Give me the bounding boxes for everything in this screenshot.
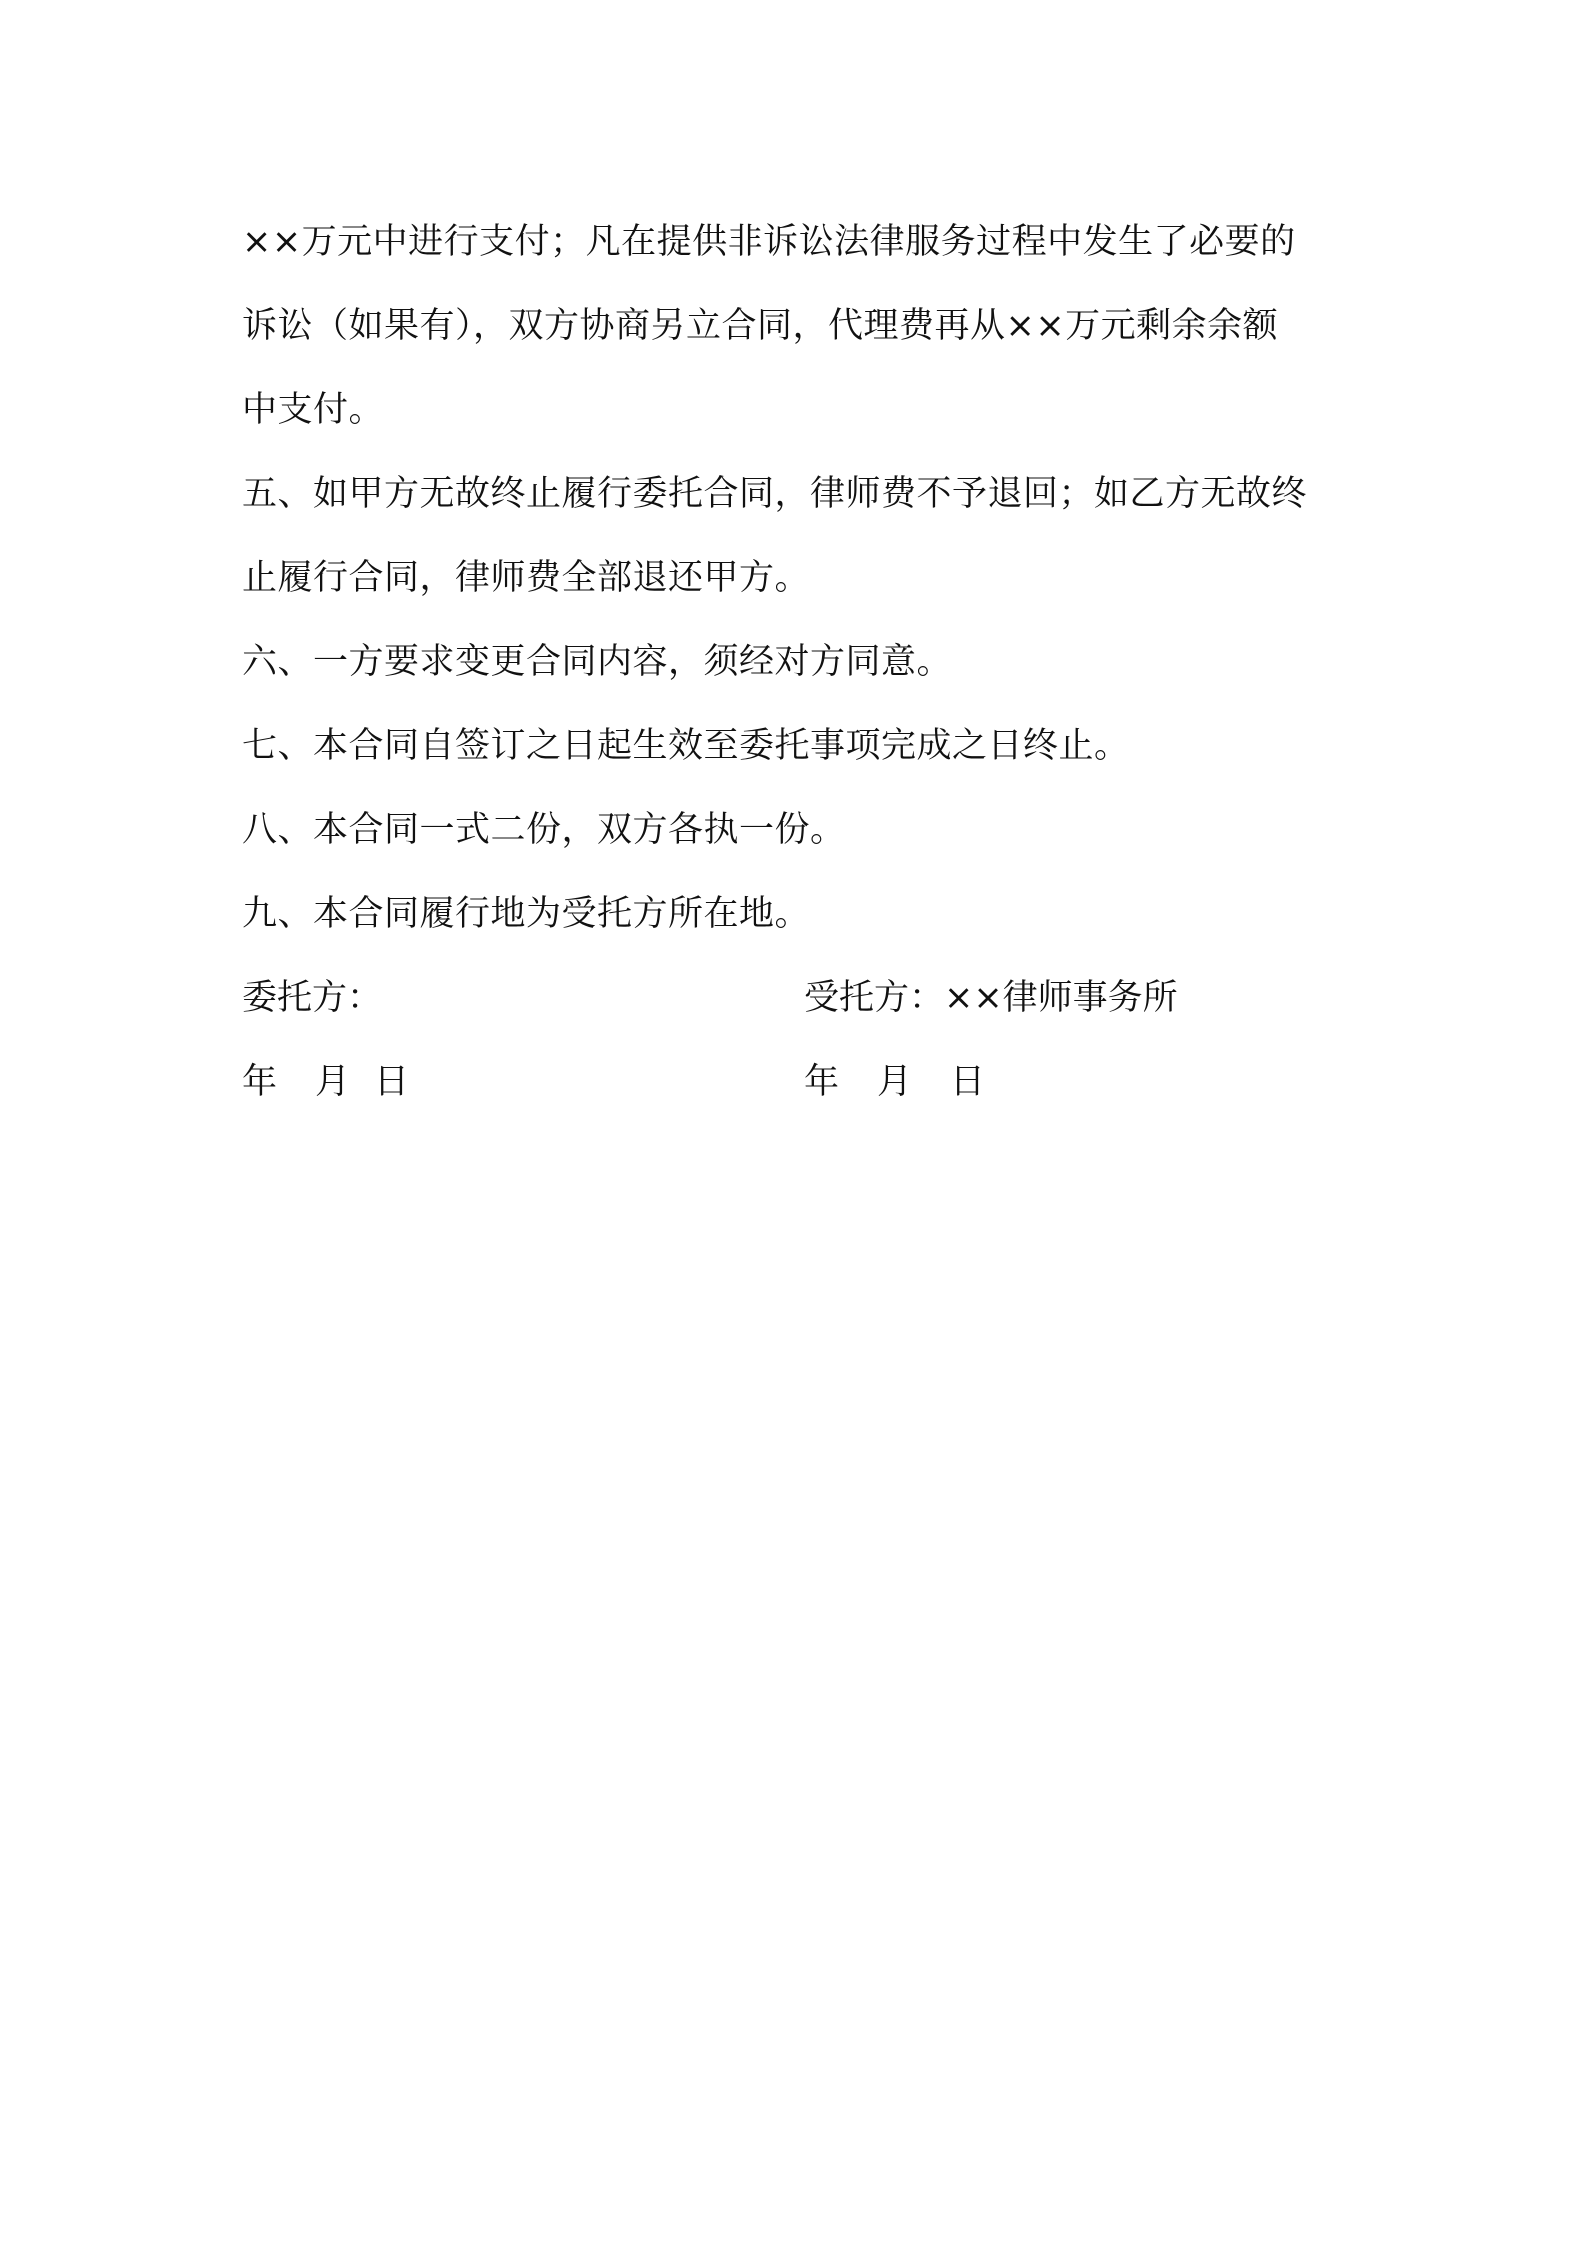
client-date-month: 月 (315, 1062, 351, 1102)
contract-line-1: ××万元中进行支付；凡在提供非诉讼法律服务过程中发生了必要的 (242, 222, 1296, 262)
client-date-year: 年 (242, 1062, 278, 1102)
signature-label-row (242, 956, 1352, 1040)
agent-date-day: 日 (950, 1062, 986, 1102)
agent-date-month: 月 (877, 1062, 913, 1102)
contract-body (242, 200, 1352, 956)
client-date (242, 1040, 409, 1124)
contract-line-9: 九、本合同履行地为受托方所在地。 (242, 894, 811, 934)
agent-label: 受托方：××律师事务所 (804, 978, 1178, 1018)
client-label: 委托方： (242, 978, 383, 1018)
contract-line-3: 中支付。 (242, 390, 385, 430)
agent-date-year: 年 (804, 1062, 840, 1102)
contract-line-5: 止履行合同，律师费全部退还甲方。 (242, 558, 811, 598)
signature-date-row (242, 1040, 1352, 1124)
agent-date (804, 1040, 985, 1124)
contract-line-7: 七、本合同自签订之日起生效至委托事项完成之日终止。 (242, 726, 1130, 766)
contract-line-2: 诉讼（如果有），双方协商另立合同，代理费再从××万元剩余余额 (242, 306, 1279, 346)
contract-line-8: 八、本合同一式二份，双方各执一份。 (242, 810, 846, 850)
contract-line-4: 五、如甲方无故终止履行委托合同，律师费不予退回；如乙方无故终 (242, 474, 1308, 514)
client-date-day: 日 (374, 1062, 410, 1102)
contract-line-6: 六、一方要求变更合同内容，须经对方同意。 (242, 642, 953, 682)
